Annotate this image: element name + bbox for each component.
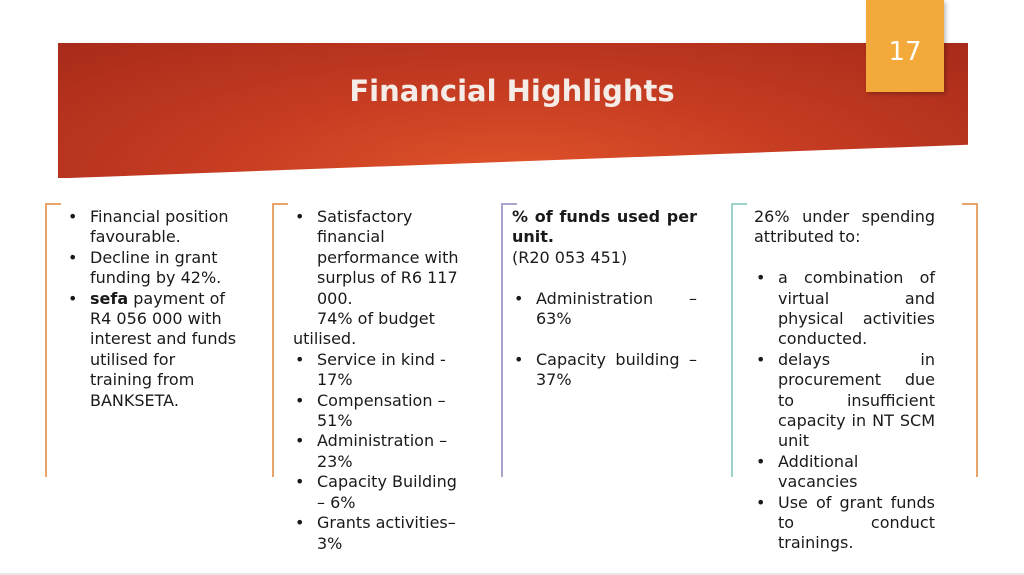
list-item-bold: sefa [90,288,129,308]
column-intro: 26% under spending attributed to: [754,207,935,247]
column-1 [66,207,241,411]
list-item-text: Compensation – 51% [317,390,446,431]
list-item: • Grants activities– 3% [295,513,456,553]
list-item: • Satisfactory financial performance with surplus of R6 117 000. [295,207,459,308]
list-item: • delays in procurement due to insufficient capacity in NT SCM unit [756,349,935,451]
list-item-continuation: 74% of budget utilised. [293,309,435,349]
list-item: • Capacity Building – 6% [295,472,457,512]
list-item-text: Service in kind - 17% [317,349,446,390]
column-4 [754,207,935,554]
list-item: • sefa payment of R4 056 000 with interest and funds utilised for training from BANKSETA. [68,288,237,410]
list-item: • Compensation – 51% [295,390,446,431]
list-item-text: a combination of virtual and physical activities conducted. [778,268,935,349]
list-item: • Administration – 23% [295,431,448,471]
list-item-text: Financial position favourable. [90,207,229,247]
list-item: • Administration – 63% [514,288,697,329]
list-item: • Financial position favourable. [68,207,229,247]
list-item: • a combination of virtual and physical activities conducted. [756,268,935,349]
list-item: • Decline in grant funding by 42%. [68,247,222,288]
column4-bracket [731,203,747,477]
column2-bracket [272,203,288,477]
list-item-text: Additional vacancies [778,451,859,492]
list-item-text: Use of grant funds to conduct trainings. [778,492,935,553]
banner-white-curve [58,140,968,178]
column-3 [512,207,697,391]
list-item-text: Capacity Building – 6% [317,472,457,512]
list-item: • Use of grant funds to conduct trainings. [756,492,935,553]
page-number-badge: 17 [866,0,944,92]
list-item-text: Satisfactory financial performance with surplus of R6 117 000. [317,207,459,308]
list-item-text: Decline in grant funding by 42%. [90,247,222,288]
column-heading: % of funds used per unit. [512,207,697,247]
list-item: • Capacity building – 37% [514,349,697,390]
list-item-text: Capacity building – 37% [536,349,697,390]
list-item-text: Administration – 23% [317,431,448,471]
list-item-text: payment of R4 056 000 with interest and funds utilised for training from BANKSETA. [90,288,237,410]
list-item-text: delays in procurement due to insufficient capacity in NT SCM unit [778,349,935,451]
slide-title: Financial Highlights [349,73,675,108]
list-item: • Service in kind - 17% [295,349,446,390]
column1-bracket [45,203,61,477]
list-item-text: Grants activities– 3% [317,513,456,553]
list-item-text: Administration – 63% [536,288,697,329]
column-2 [293,207,468,554]
column-subheading: (R20 053 451) [512,247,628,267]
right-bracket [962,203,978,477]
list-item: • Additional vacancies [756,451,859,492]
